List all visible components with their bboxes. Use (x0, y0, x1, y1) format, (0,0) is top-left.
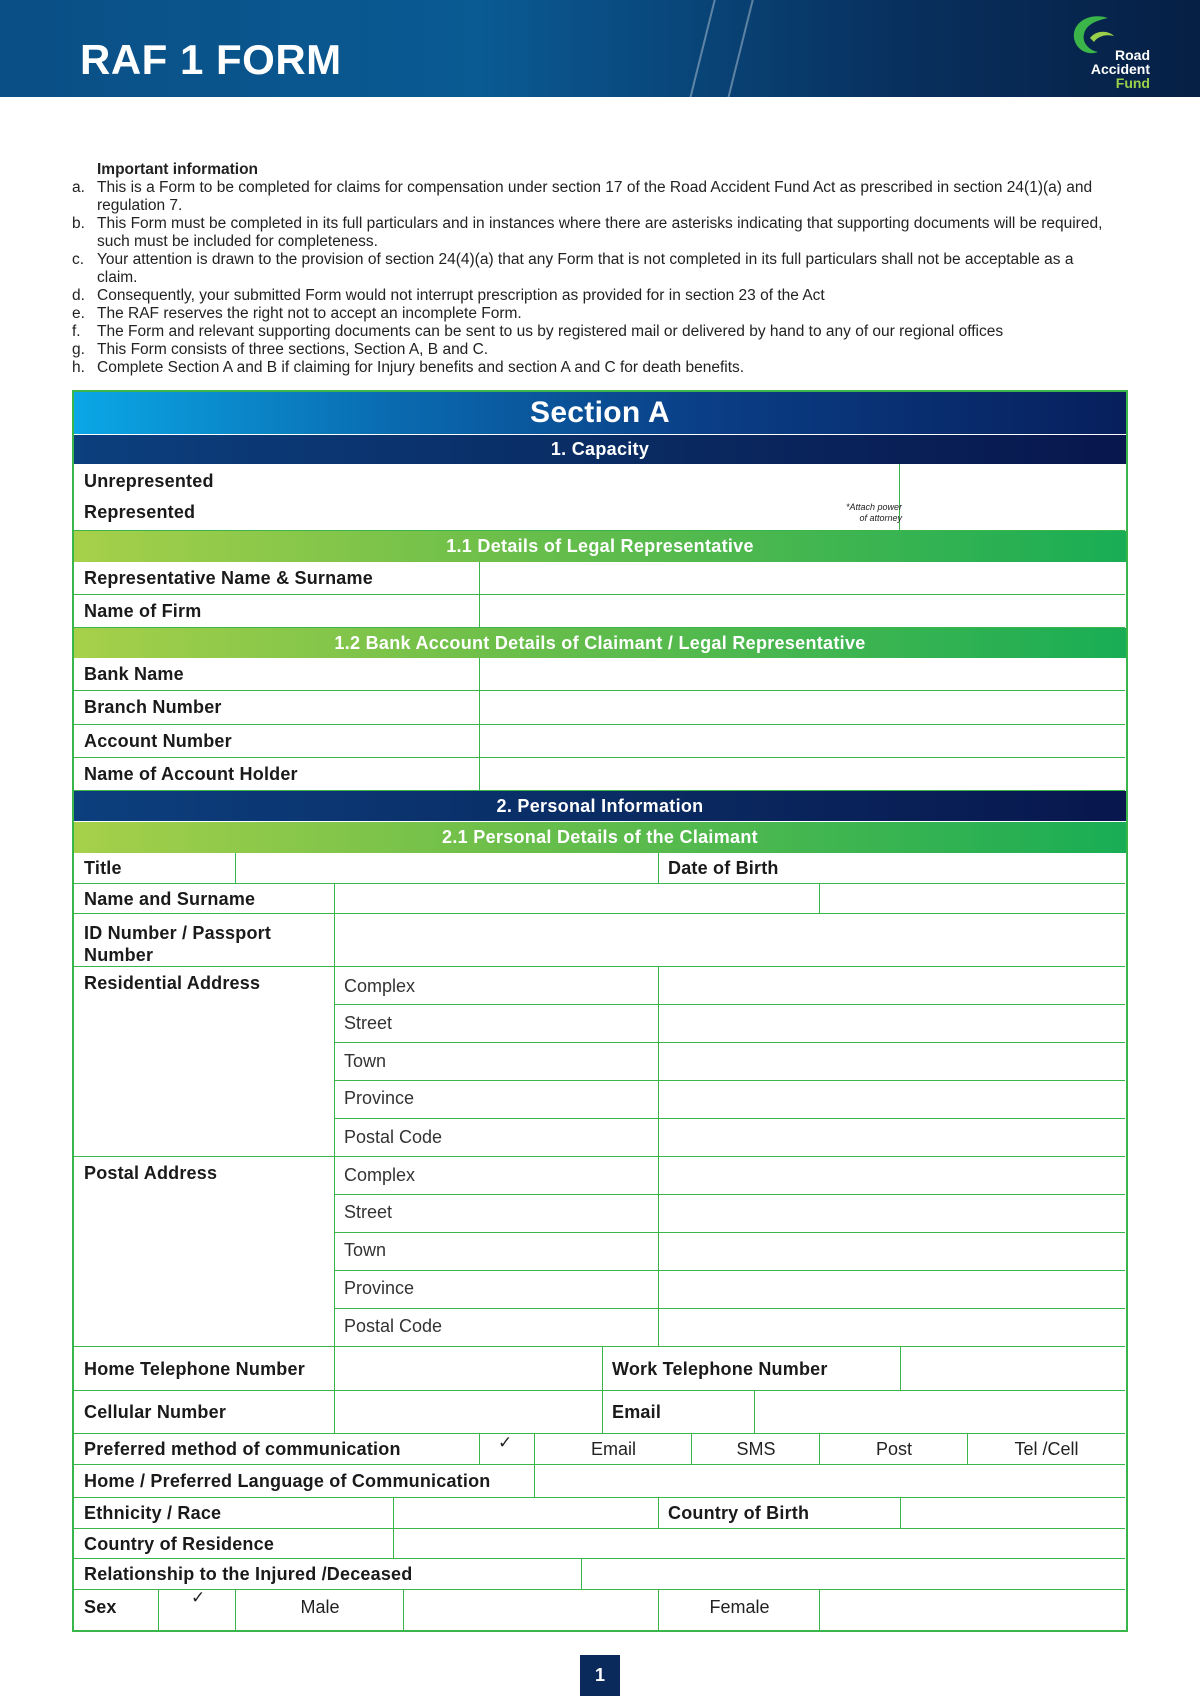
cellular-number-label: Cellular Number (84, 1402, 227, 1422)
logo-word: Fund (1115, 75, 1150, 91)
male-label: Male (300, 1597, 340, 1617)
logo-word: Accident (1090, 61, 1150, 77)
residential-postal-code-input[interactable] (659, 1119, 1125, 1157)
id-number-label (84, 922, 271, 966)
id-label-line: ID Number / Passport (84, 923, 272, 943)
postal-postal-code-input[interactable] (659, 1309, 1125, 1347)
female-input[interactable] (820, 1590, 1125, 1630)
info-heading: Important information (97, 161, 259, 178)
account-number-input[interactable] (480, 725, 1125, 758)
power-of-attorney-note (846, 502, 902, 524)
representative-name-label: Representative Name & Surname (84, 568, 373, 588)
country-of-birth-input[interactable] (901, 1498, 1125, 1529)
label-cell (74, 967, 335, 1157)
date-of-birth-label: Date of Birth (668, 858, 779, 878)
female-label: Female (709, 1597, 770, 1617)
info-item (72, 251, 1112, 287)
raf-logo (1068, 12, 1158, 92)
info-item (72, 179, 1112, 215)
info-letter: c. (72, 251, 85, 268)
method-post-label: Post (875, 1439, 913, 1459)
header-decoration (722, 0, 755, 97)
account-number-label: Account Number (84, 731, 232, 751)
legal-rep-header: 1.1 Details of Legal Representative (74, 531, 1126, 562)
info-item (72, 323, 1112, 341)
address-field-label: Town (344, 1051, 387, 1071)
personal-details-header: 2.1 Personal Details of the Claimant (74, 822, 1126, 853)
address-field-label: Street (344, 1202, 393, 1222)
language-label: Home / Preferred Language of Communication (84, 1471, 491, 1491)
residential-province-input[interactable] (659, 1081, 1125, 1119)
postal-complex-input[interactable] (659, 1157, 1125, 1195)
id-label-line: Number (84, 945, 154, 965)
section-a-form (72, 390, 1128, 1632)
bank-name-input[interactable] (480, 658, 1125, 691)
label-cell (74, 1157, 335, 1347)
cellular-number-input[interactable] (335, 1391, 603, 1434)
residential-street-input[interactable] (659, 1005, 1125, 1043)
relationship-input[interactable] (582, 1559, 1125, 1590)
address-field-label: Province (344, 1278, 415, 1298)
residential-address-label: Residential Address (84, 973, 261, 993)
check-mark-icon: ✓ (191, 1588, 206, 1607)
info-text: This is a Form to be completed for claims for compensation under section 17 of the Road Accident Fund Act as prescribed in section 24(1)(a) and regulation 7. (97, 179, 1093, 214)
postal-province-input[interactable] (659, 1271, 1125, 1309)
male-input[interactable] (404, 1590, 659, 1630)
home-telephone-input[interactable] (335, 1347, 603, 1391)
info-letter: d. (72, 287, 85, 304)
representative-name-input[interactable] (480, 562, 1125, 595)
info-text: Complete Section A and B if claiming for Injury benefits and section A and C for death benefits. (97, 359, 745, 376)
title-input[interactable] (236, 853, 659, 884)
work-telephone-input[interactable] (901, 1347, 1125, 1391)
page-number: 1 (580, 1655, 620, 1696)
method-sms-label: SMS (736, 1439, 776, 1459)
id-number-input[interactable] (335, 914, 1125, 967)
name-surname-extra-input[interactable] (820, 884, 1125, 914)
address-field-label: Postal Code (344, 1316, 443, 1336)
section-title: Section A (74, 392, 1126, 434)
account-holder-input[interactable] (480, 758, 1125, 791)
info-text: The RAF reserves the right not to accept an incomplete Form. (97, 305, 522, 322)
sex-label: Sex (84, 1597, 117, 1617)
address-field-label: Complex (344, 976, 416, 996)
firm-name-label: Name of Firm (84, 601, 202, 621)
name-surname-label: Name and Surname (84, 889, 256, 909)
header-decoration (684, 0, 717, 97)
country-of-residence-label: Country of Residence (84, 1534, 275, 1554)
info-item (72, 287, 1112, 305)
firm-name-input[interactable] (480, 595, 1125, 628)
capacity-signature-field[interactable] (900, 464, 1125, 531)
address-field-label: Street (344, 1013, 393, 1033)
method-tel-cell-label: Tel /Cell (1014, 1439, 1079, 1459)
preferred-method-label: Preferred method of communication (84, 1439, 401, 1459)
capacity-header: 1. Capacity (74, 435, 1126, 464)
info-text: This Form consists of three sections, Section A, B and C. (97, 341, 489, 358)
address-field-label: Province (344, 1088, 415, 1108)
check-mark-icon: ✓ (498, 1433, 513, 1452)
bank-details-header: 1.2 Bank Account Details of Claimant / Legal Representative (74, 628, 1126, 658)
language-input[interactable] (535, 1465, 1125, 1498)
important-information (72, 161, 1112, 377)
postal-street-input[interactable] (659, 1195, 1125, 1233)
residential-town-input[interactable] (659, 1043, 1125, 1081)
ethnicity-input[interactable] (394, 1498, 659, 1529)
email-label: Email (612, 1402, 662, 1422)
home-telephone-label: Home Telephone Number (84, 1359, 305, 1379)
branch-number-label: Branch Number (84, 697, 222, 717)
relationship-label: Relationship to the Injured /Deceased (84, 1564, 413, 1584)
info-item (72, 215, 1112, 251)
address-field-label: Postal Code (344, 1127, 443, 1147)
name-surname-input[interactable] (335, 884, 820, 914)
logo-swoosh-icon (1068, 12, 1118, 58)
info-text: Your attention is drawn to the provision of section 24(4)(a) that any Form that is not completed in its full particulars shall not be acceptable as a claim. (97, 251, 1074, 286)
note-line: *Attach power (845, 502, 902, 512)
method-email-label: Email (590, 1439, 636, 1459)
postal-town-input[interactable] (659, 1233, 1125, 1271)
page-header (0, 0, 1200, 97)
ethnicity-label: Ethnicity / Race (84, 1503, 222, 1523)
personal-info-header: 2. Personal Information (74, 791, 1126, 821)
info-text: The Form and relevant supporting documents can be sent to us by registered mail or delivered by hand to any of our regional offices (97, 323, 1004, 340)
title-label: Title (84, 858, 122, 878)
info-letter: f. (72, 323, 81, 340)
bank-name-label: Bank Name (84, 664, 184, 684)
info-letter: h. (72, 359, 85, 376)
country-of-residence-input[interactable] (394, 1529, 1125, 1559)
unrepresented-option[interactable]: Unrepresented (84, 471, 214, 491)
address-field-label: Town (344, 1240, 387, 1260)
info-item (72, 359, 1112, 377)
branch-number-input[interactable] (480, 691, 1125, 725)
represented-option[interactable]: Represented (84, 502, 196, 522)
address-field-label: Complex (344, 1165, 416, 1185)
postal-address-label: Postal Address (84, 1163, 218, 1183)
note-line: of attorney (859, 513, 902, 523)
info-letter: a. (72, 179, 85, 196)
info-text: This Form must be completed in its full particulars and in instances where there are asterisks indicating that supporting documents will be required, such must be included for completeness. (97, 215, 1103, 250)
info-item (72, 305, 1112, 323)
form-title: RAF 1 FORM (80, 36, 342, 83)
email-input[interactable] (755, 1391, 1125, 1434)
info-letter: g. (72, 341, 85, 358)
account-holder-label: Name of Account Holder (84, 764, 298, 784)
info-text: Consequently, your submitted Form would not interrupt prescription as provided for in section 23 of the Act (97, 287, 825, 304)
country-of-birth-label: Country of Birth (668, 1503, 810, 1523)
work-telephone-label: Work Telephone Number (612, 1359, 828, 1379)
logo-word: Road (1115, 47, 1150, 63)
info-item (72, 341, 1112, 359)
info-letter: e. (72, 305, 85, 322)
residential-complex-input[interactable] (659, 967, 1125, 1005)
info-letter: b. (72, 215, 85, 232)
